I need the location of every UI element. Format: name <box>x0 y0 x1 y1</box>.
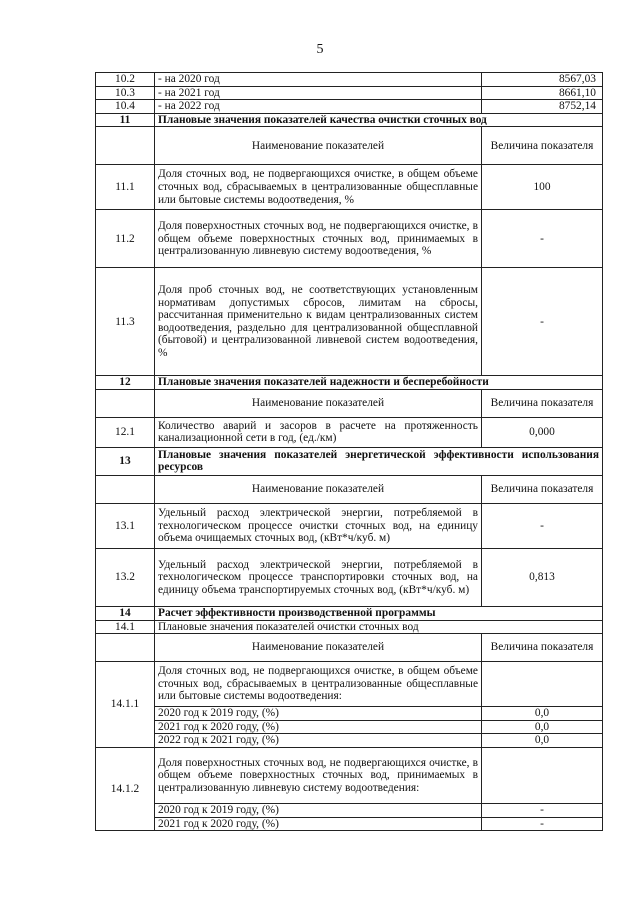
row-number: 11.2 <box>96 210 155 268</box>
empty-cell <box>96 389 155 417</box>
row-value: - <box>482 210 603 268</box>
section-title: Плановые значения показателей надежности и бесперебойности <box>155 376 603 390</box>
section-header <box>96 606 603 620</box>
row-text: Доля сточных вод, не подвергающихся очистке, в общем объеме сточных вод, сбрасываемых в централизованные общесплавные или бытовые системы водоотведения, % <box>155 165 482 210</box>
table-row <box>96 503 603 548</box>
column-header-row <box>96 127 603 165</box>
row-value: 0,0 <box>482 720 603 734</box>
row-text: Доля сточных вод, не подвергающихся очистке, в общем объеме сточных вод, сбрасываемых в централизованные общесплавные или бытовые системы водоотведения: <box>155 662 482 707</box>
column-header-name: Наименование показателей <box>155 127 482 165</box>
table-row <box>96 803 603 817</box>
row-number: 10.2 <box>96 73 155 87</box>
column-header-row <box>96 475 603 503</box>
row-text: - на 2020 год <box>155 73 482 87</box>
section-number: 12 <box>96 376 155 390</box>
row-value: 8567,03 <box>482 73 603 87</box>
indicators-table <box>95 72 603 831</box>
row-text: Количество аварий и засоров в расчете на протяженность канализационной сети в год, (ед./км) <box>155 417 482 447</box>
column-header-row <box>96 634 603 662</box>
table-row <box>96 268 603 376</box>
table-row <box>96 734 603 748</box>
row-text: - на 2021 год <box>155 86 482 100</box>
column-header-value: Величина показателя <box>482 475 603 503</box>
row-text: Доля проб сточных вод, не соответствующих установленным нормативам допустимых сбросов, лимитам на сбросы, рассчитанная применительно к видам централизованных систем водоотведения, раздельно для централизованной общесплавной (бытовой) и централизованной ливневой систем водоотведения, % <box>155 268 482 376</box>
row-text: Доля поверхностных сточных вод, не подвергающихся очистке, в общем объеме поверхностных сточных вод, принимаемых в централизованную ливневую систему водоотведения, % <box>155 210 482 268</box>
row-number: 11.1 <box>96 165 155 210</box>
section-title: Плановые значения показателей энергетической эффективности использования ресурсов <box>155 447 603 475</box>
row-text: 2020 год к 2019 году, (%) <box>155 803 482 817</box>
empty-cell <box>482 662 603 707</box>
section-number: 14 <box>96 606 155 620</box>
row-value: 8752,14 <box>482 100 603 114</box>
table-row <box>96 747 603 803</box>
row-value: - <box>482 503 603 548</box>
row-value: 0,813 <box>482 548 603 606</box>
table-row <box>96 100 603 114</box>
row-text: Удельный расход электрической энергии, потребляемой в технологическом процессе очистки сточных вод, на единицу объема очищаемых сточных вод, (кВт*ч/куб. м) <box>155 503 482 548</box>
row-value: - <box>482 817 603 831</box>
row-value: 0,000 <box>482 417 603 447</box>
table-row <box>96 210 603 268</box>
section-header <box>96 376 603 390</box>
column-header-value: Величина показателя <box>482 634 603 662</box>
column-header-name: Наименование показателей <box>155 475 482 503</box>
row-value: 0,0 <box>482 734 603 748</box>
column-header-value: Величина показателя <box>482 127 603 165</box>
row-text: 2020 год к 2019 году, (%) <box>155 707 482 721</box>
empty-cell <box>96 127 155 165</box>
row-number: 10.4 <box>96 100 155 114</box>
row-value: 0,0 <box>482 707 603 721</box>
section-number: 11 <box>96 113 155 127</box>
row-text: Доля поверхностных сточных вод, не подвергающихся очистке, в общем объеме поверхностных сточных вод, принимаемых в централизованную ливневую систему водоотведения: <box>155 747 482 803</box>
row-text: Удельный расход электрической энергии, потребляемой в технологическом процессе транспортировки сточных вод, на единицу объема транспортируемых сточных вод, (кВт*ч/куб. м) <box>155 548 482 606</box>
row-number: 14.1.1 <box>96 662 155 748</box>
table-row <box>96 707 603 721</box>
table-row <box>96 417 603 447</box>
table-row <box>96 817 603 831</box>
table-row <box>96 86 603 100</box>
table-row <box>96 662 603 707</box>
section-number: 13 <box>96 447 155 475</box>
section-header <box>96 113 603 127</box>
row-value: - <box>482 803 603 817</box>
row-number: 10.3 <box>96 86 155 100</box>
table-row <box>96 165 603 210</box>
row-number: 14.1.2 <box>96 747 155 830</box>
row-number: 13.2 <box>96 548 155 606</box>
row-value: - <box>482 268 603 376</box>
table-row <box>96 73 603 87</box>
empty-cell <box>482 747 603 803</box>
row-number: 11.3 <box>96 268 155 376</box>
table-row <box>96 720 603 734</box>
empty-cell <box>96 634 155 662</box>
row-number: 13.1 <box>96 503 155 548</box>
row-text: 2021 год к 2020 году, (%) <box>155 817 482 831</box>
row-text: Плановые значения показателей очистки сточных вод <box>155 620 603 634</box>
section-header <box>96 447 603 475</box>
table-row <box>96 620 603 634</box>
row-text: 2021 год к 2020 году, (%) <box>155 720 482 734</box>
empty-cell <box>96 475 155 503</box>
column-header-name: Наименование показателей <box>155 389 482 417</box>
column-header-name: Наименование показателей <box>155 634 482 662</box>
row-text: 2022 год к 2021 году, (%) <box>155 734 482 748</box>
row-value: 8661,10 <box>482 86 603 100</box>
column-header-value: Величина показателя <box>482 389 603 417</box>
column-header-row <box>96 389 603 417</box>
section-title: Расчет эффективности производственной программы <box>155 606 603 620</box>
row-number: 14.1 <box>96 620 155 634</box>
table-row <box>96 548 603 606</box>
row-number: 12.1 <box>96 417 155 447</box>
section-title: Плановые значения показателей качества очистки сточных вод <box>155 113 603 127</box>
page-number: 5 <box>316 42 324 57</box>
row-text: - на 2022 год <box>155 100 482 114</box>
row-value: 100 <box>482 165 603 210</box>
